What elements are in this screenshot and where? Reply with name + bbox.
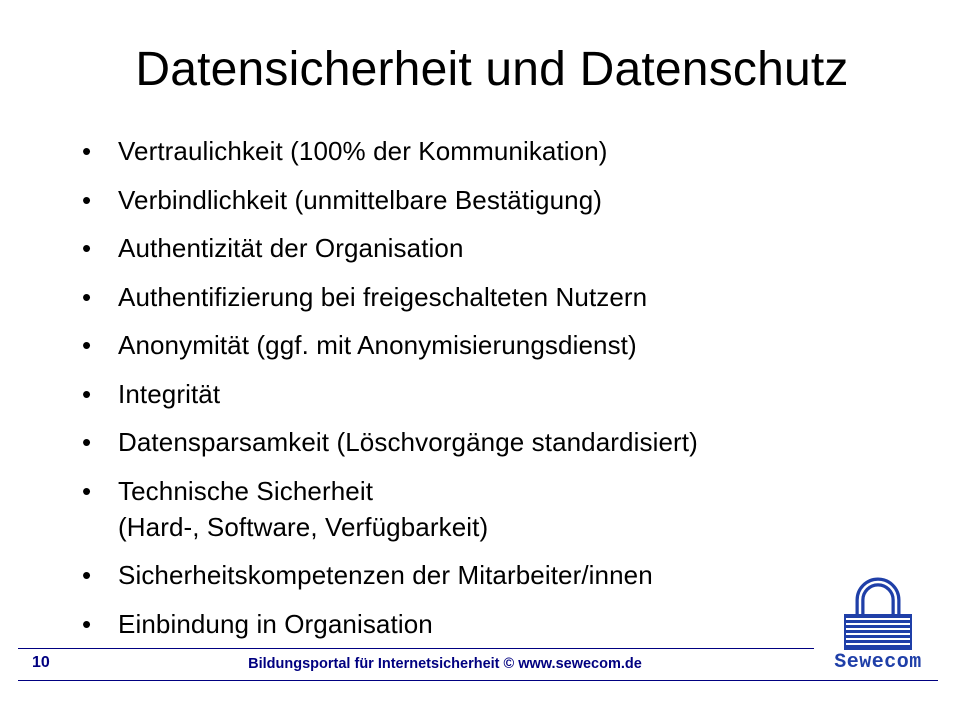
bullet-marker: •	[82, 608, 92, 639]
bullet-item	[82, 279, 882, 315]
bullet-text: Vertraulichkeit (100% der Kommunikation)	[118, 136, 608, 166]
bullet-item	[82, 230, 882, 266]
bullet-item	[82, 606, 882, 642]
bullet-item	[82, 473, 882, 545]
bullet-item	[82, 376, 882, 412]
bullet-marker: •	[82, 184, 92, 215]
bullet-marker: •	[82, 560, 92, 590]
bullet-marker: •	[82, 427, 92, 457]
footer-rule-top	[18, 648, 814, 649]
bullet-marker: •	[82, 475, 92, 506]
bullet-text: Authentifizierung bei freigeschalteten Nutzern	[118, 281, 648, 312]
page-number: 10	[32, 654, 50, 671]
bullet-marker: •	[82, 281, 92, 312]
bullet-marker: •	[82, 330, 92, 360]
bullet-text: Integrität	[118, 378, 221, 409]
bullet-marker: •	[82, 233, 92, 263]
slide-title: Datensicherheit und Datenschutz	[135, 43, 849, 96]
bullet-item	[82, 424, 882, 460]
footer-text: Bildungsportal für Internetsicherheit © www.sewecom.de	[248, 656, 642, 672]
sewecom-logo: Sewecom	[834, 651, 922, 674]
bullet-marker: •	[82, 136, 92, 166]
bullet-text: Technische Sicherheit	[118, 475, 374, 506]
bullet-item	[82, 133, 882, 169]
bullet-text: Sicherheitskompetenzen der Mitarbeiter/innen	[118, 560, 653, 590]
bullet-text: Authentizität der Organisation	[118, 233, 464, 263]
bullet-list	[82, 133, 882, 654]
bullet-item	[82, 182, 882, 218]
bullet-item	[82, 557, 882, 593]
bullet-text: Einbindung in Organisation	[118, 608, 433, 639]
bullet-text: Anonymität (ggf. mit Anonymisierungsdienst)	[118, 330, 637, 360]
bullet-item	[82, 327, 882, 363]
bullet-text: Datensparsamkeit (Löschvorgänge standardisiert)	[118, 427, 698, 457]
footer-rule-bottom	[18, 680, 938, 681]
bullet-text: Verbindlichkeit (unmittelbare Bestätigung)	[118, 184, 603, 215]
bullet-marker: •	[82, 378, 92, 409]
bullet-text: (Hard-, Software, Verfügbarkeit)	[118, 511, 489, 542]
